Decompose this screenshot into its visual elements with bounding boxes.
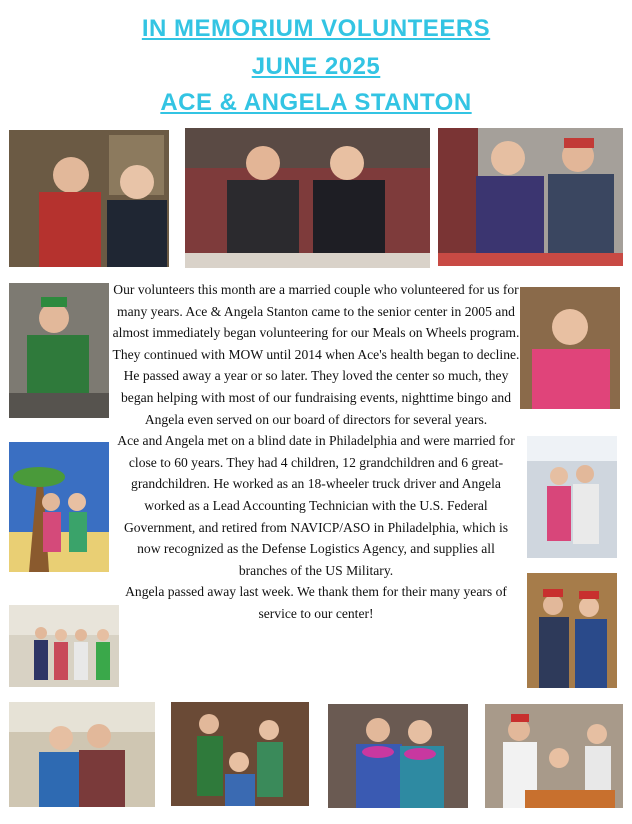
photo-couple-portrait (9, 130, 169, 267)
article-body (112, 279, 520, 625)
photo-green-hats-group (171, 702, 309, 806)
newsletter-title: IN MEMORIUM VOLUNTEERS (141, 15, 491, 42)
photo-kitchen-serving (485, 704, 623, 808)
paragraph-2: Ace and Angela met on a blind date in Philadelphia and were married for close to 60 years. They had 4 children, 12 grandchildren and 6 great-grandchildren. He worked as an 18-wheeler truck driver and Angela worked as a Lead Accounting Technician with the U.S. Federal Government, and retired from NAVICP/ASO in Philadelphia, which is now recognized as the Defense Logistics Agency, and supplies all branches of the US Military. (117, 433, 515, 578)
photo-couple-at-table (185, 128, 430, 268)
photo-couple-santa-hats (527, 573, 617, 688)
photo-mural-cutout (9, 442, 109, 572)
photo-angela-pink-top (520, 287, 620, 409)
paragraph-3: Angela passed away last week. We thank them for their many years of service to our center! (125, 584, 507, 621)
photo-ace-green-hat (9, 283, 109, 418)
photo-couple-phillies-cap (438, 128, 623, 266)
photo-couple-hawaiian (9, 702, 155, 807)
honoree-names: ACE & ANGELA STANTON (160, 89, 472, 116)
photo-couple-dancing (527, 436, 617, 558)
newsletter-date: JUNE 2025 (251, 53, 381, 80)
photo-couple-leis (328, 704, 468, 808)
paragraph-1: Our volunteers this month are a married couple who volunteered for us for many years. Ace & Angela Stanton came to the senior center in 2005 and almost immediately began volunteering for our Meals on Wheels program. They continued with MOW until 2014 when Ace's health began to decline. He passed away a year or so later. They loved the center so much, they began helping with most of our fundraising events, nighttime bingo and Angela even served on our board of directors for several years. (112, 282, 520, 427)
photo-group-volunteers (9, 605, 119, 687)
